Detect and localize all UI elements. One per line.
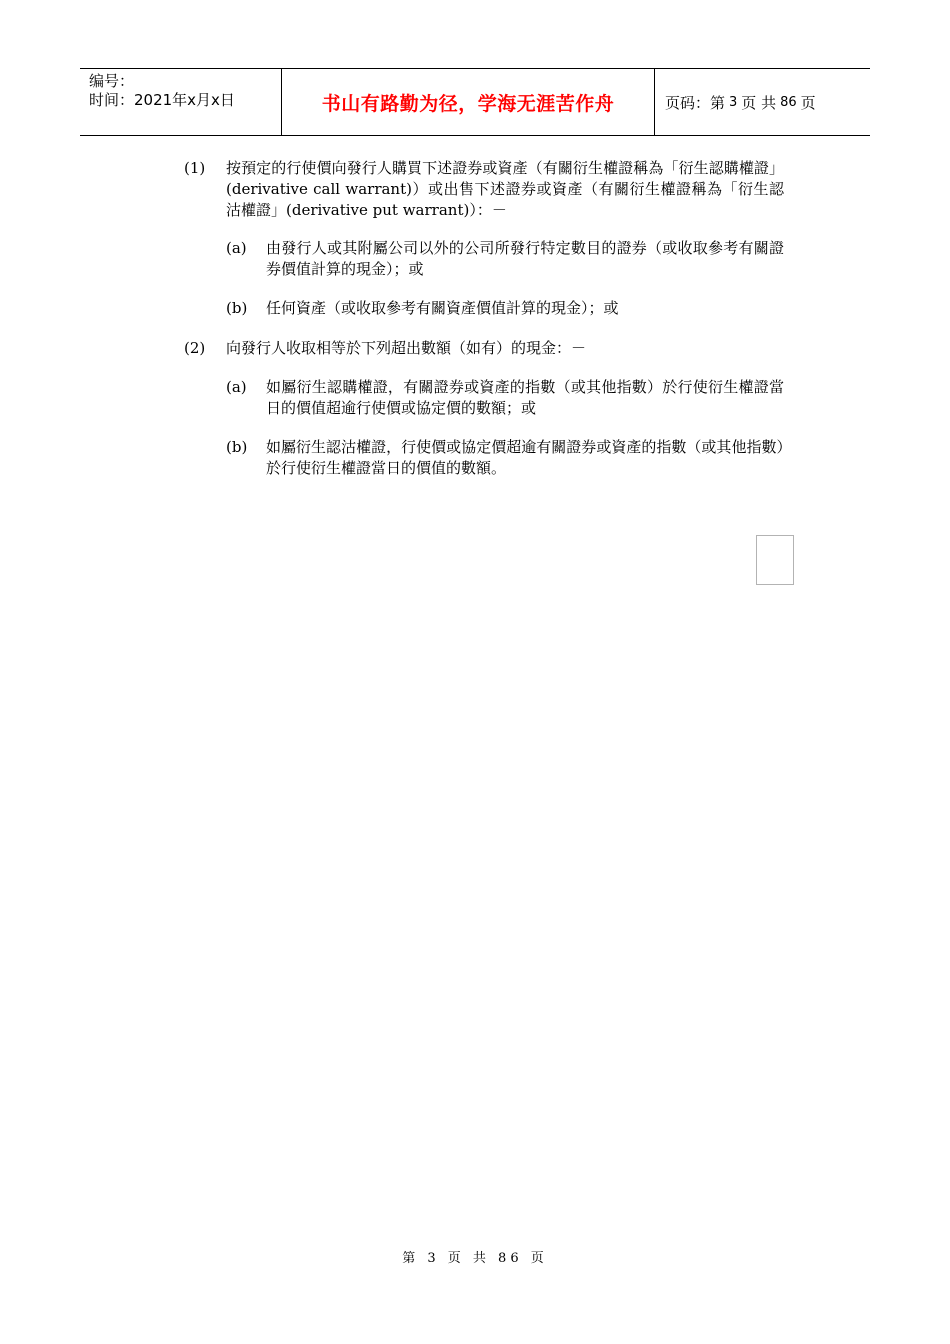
list-marker: (a) xyxy=(226,378,247,396)
header-motto-cell xyxy=(282,69,655,135)
page-footer xyxy=(0,1247,950,1266)
page-header xyxy=(80,68,870,136)
header-motto: 书山有路勤为径，学海无涯苦作舟 xyxy=(321,92,615,115)
footer-page-number: 第 3 页 共 86 页 xyxy=(402,1251,548,1266)
header-page-prefix: 页码：第 xyxy=(665,93,726,112)
list-item-text: 如屬衍生認沽權證，行使價或協定價超逾有關證券或資產的指數（或其他指數）於行使衍生權證當日的價值的數額。 xyxy=(266,438,784,477)
list-marker: (b) xyxy=(226,438,248,456)
document-date-label: 时间：2021年x月x日 xyxy=(89,91,235,109)
list-marker: (1) xyxy=(184,159,206,177)
list-item-text: 任何資產（或收取參考有關資產價值計算的現金）；或 xyxy=(266,299,619,317)
header-left-cell xyxy=(80,69,282,135)
header-page-cell xyxy=(655,69,870,135)
list-item-text: 由發行人或其附屬公司以外的公司所發行特定數目的證券（或收取參考有關證券價值計算的現金）；或 xyxy=(266,239,784,278)
header-page-current: 3 xyxy=(729,94,738,110)
list-marker: (a) xyxy=(226,239,247,257)
list-item-text: 按預定的行使價向發行人購買下述證券或資產（有關衍生權證稱為「衍生認購權證」(derivative call warrant)）或出售下述證券或資產（有關衍生權證稱為「衍生認沽權證」(derivative put warrant)）：－ xyxy=(226,159,784,219)
header-page-suffix: 页 xyxy=(800,93,816,112)
list-item-text: 向發行人收取相等於下列超出數額（如有）的現金：－ xyxy=(226,339,587,357)
header-page-mid: 页 共 xyxy=(741,93,777,112)
header-page-total: 86 xyxy=(780,94,797,110)
list-marker: (b) xyxy=(226,299,248,317)
list-marker: (2) xyxy=(184,339,206,357)
document-number-label: 编号： xyxy=(89,72,135,90)
empty-frame-box xyxy=(756,535,794,585)
list-item-text: 如屬衍生認購權證，有關證券或資產的指數（或其他指數）於行使衍生權證當日的價值超逾行使價或協定價的數額；或 xyxy=(266,378,784,417)
